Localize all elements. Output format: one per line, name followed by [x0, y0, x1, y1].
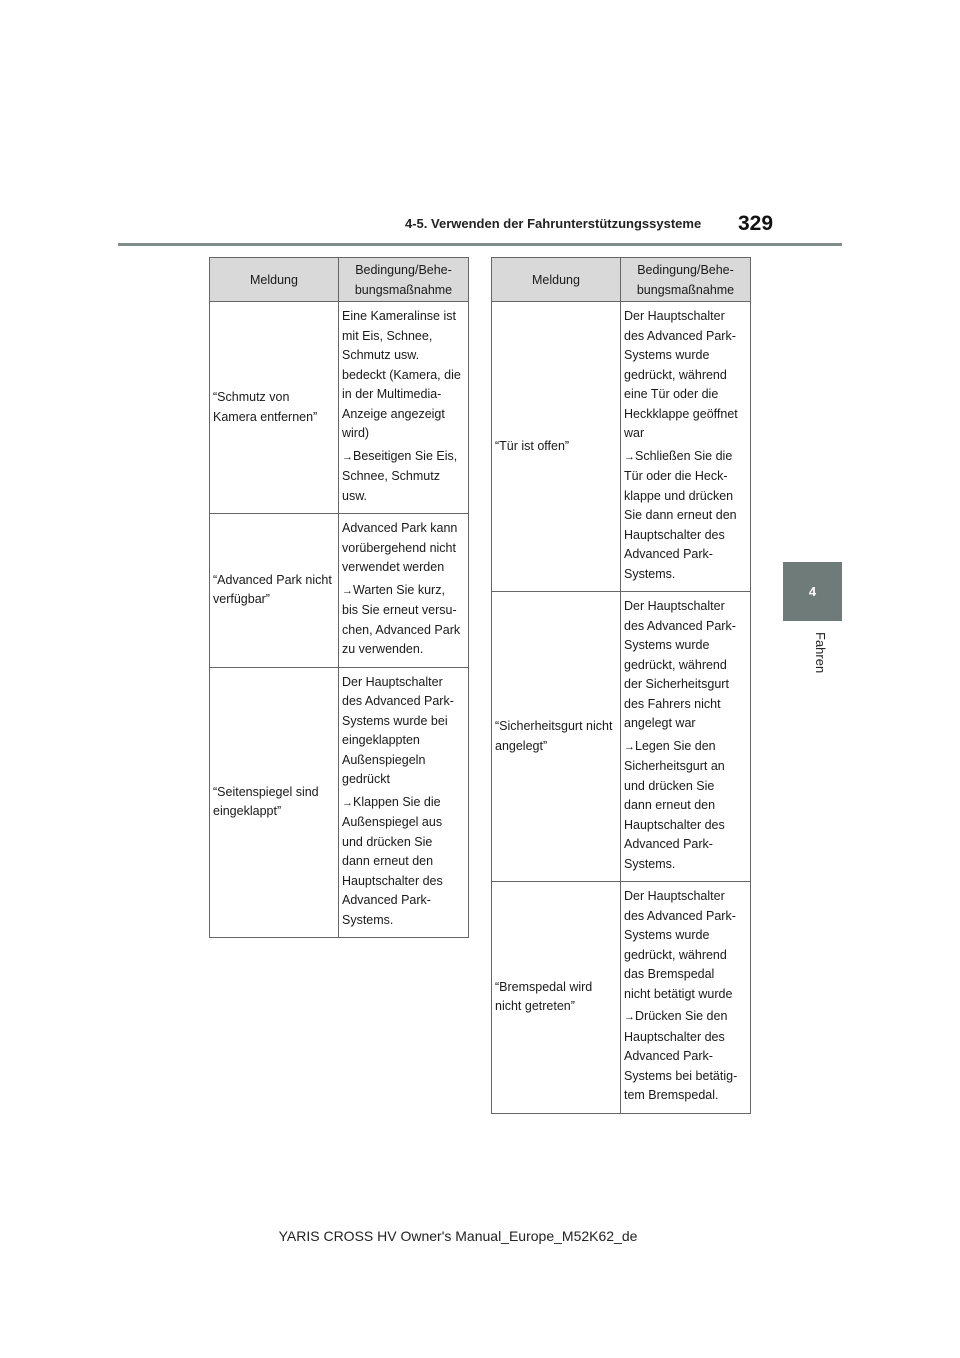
arrow-right-icon: → [342, 584, 353, 597]
arrow-right-icon: → [342, 796, 353, 809]
arrow-right-icon: → [342, 450, 353, 463]
table-row [210, 514, 469, 668]
remedy-text [342, 793, 465, 931]
message-text: “Tür ist offen” [495, 438, 570, 453]
header-message-label: Meldung [250, 272, 298, 287]
message-text: “Bremspedal wird nicht getreten” [495, 979, 593, 1014]
header-condition-label: Bedingung/Behe- bungsmaßnahme [636, 262, 735, 297]
remedy-label: Drücken Sie den Hauptschalter des Advanced Park- Systems bei betätig- tem Bremspedal. [624, 1009, 738, 1102]
header-message-label: Meldung [532, 272, 580, 287]
condition-cell [621, 302, 751, 592]
chapter-label: Fahren [813, 632, 828, 674]
message-cell [210, 302, 339, 514]
message-text: “Schmutz von Kamera entfernen” [213, 390, 318, 424]
arrow-right-icon: → [624, 740, 635, 753]
header-condition [621, 258, 751, 302]
remedy-text [342, 581, 465, 660]
condition-cell [339, 514, 469, 668]
remedy-label: Legen Sie den Sicherheitsgurt an und drücken Sie dann erneut den Hauptschalter des Advanced Park- Systems. [624, 738, 725, 871]
message-cell [210, 667, 339, 938]
remedy-label: Klappen Sie die Außenspiegel aus und drücken Sie dann erneut den Hauptschalter des Advanced Park- Systems. [342, 794, 443, 927]
remedy-text [624, 1007, 747, 1106]
table-header-row [492, 258, 751, 302]
message-text: “Advanced Park nicht verfügbar” [213, 572, 332, 607]
header-message [210, 258, 339, 302]
condition-cell [621, 592, 751, 882]
remedy-text [624, 447, 747, 585]
table-row [210, 667, 469, 938]
remedy-label: Beseitigen Sie Eis, Schnee, Schmutz usw. [342, 448, 458, 503]
condition-text: Der Hauptschalter des Advanced Park- Systems wurde gedrückt, während eine Tür oder die Heckklappe geöffnet war [624, 309, 738, 440]
left-message-table [209, 257, 469, 938]
header-condition [339, 258, 469, 302]
section-title: 4-5. Verwenden der Fahrunterstützungssysteme [405, 216, 702, 231]
table-row [492, 302, 751, 592]
arrow-right-icon: → [624, 1011, 635, 1023]
table-row [492, 882, 751, 1114]
header-condition-label: Bedingung/Behe- bungsmaßnahme [354, 262, 453, 297]
table-row [210, 302, 469, 514]
message-text: “Seitenspiegel sind eingeklappt” [213, 784, 319, 819]
message-cell [492, 882, 621, 1114]
footer [0, 1228, 960, 1244]
page-number: 329 [738, 212, 774, 235]
message-cell [492, 592, 621, 882]
table-row [492, 592, 751, 882]
condition-cell [339, 667, 469, 938]
condition-text: Advanced Park kann vorübergehend nicht verwendet werden [342, 521, 458, 574]
table-header-row [210, 258, 469, 302]
condition-cell [621, 882, 751, 1114]
message-text: “Sicherheitsgurt nicht angelegt” [495, 719, 613, 753]
header-message [492, 258, 621, 302]
remedy-label: Warten Sie kurz, bis Sie erneut versu- chen, Advanced Park zu verwenden. [342, 582, 461, 656]
chapter-tab: 4 [783, 562, 842, 621]
remedy-text [342, 447, 465, 507]
message-cell [210, 514, 339, 668]
arrow-right-icon: → [624, 450, 635, 463]
condition-text: Der Hauptschalter des Advanced Park- Systems wurde gedrückt, während das Bremspedal nicht betätigt wurde [624, 889, 736, 1001]
condition-cell [339, 302, 469, 514]
condition-text: Eine Kameralinse ist mit Eis, Schnee, Schmutz usw. bedeckt (Kamera, die in der Multimedia- Anzeige angezeigt wird) [342, 309, 461, 440]
footer-text: YARIS CROSS HV Owner's Manual_Europe_M52K62_de [278, 1228, 638, 1244]
condition-text: Der Hauptschalter des Advanced Park- Systems wurde bei eingeklappten Außenspiegeln gedrückt [342, 674, 454, 786]
right-message-table [491, 257, 751, 1114]
condition-text: Der Hauptschalter des Advanced Park- Systems wurde gedrückt, während der Sicherheitsgurt des Fahrers nicht angelegt war [624, 599, 736, 730]
remedy-label: Schließen Sie die Tür oder die Heck- klappe und drücken Sie dann erneut den Hauptschalter des Advanced Park- Systems. [624, 448, 737, 581]
remedy-text [624, 737, 747, 875]
message-cell [492, 302, 621, 592]
header-divider [118, 243, 842, 246]
